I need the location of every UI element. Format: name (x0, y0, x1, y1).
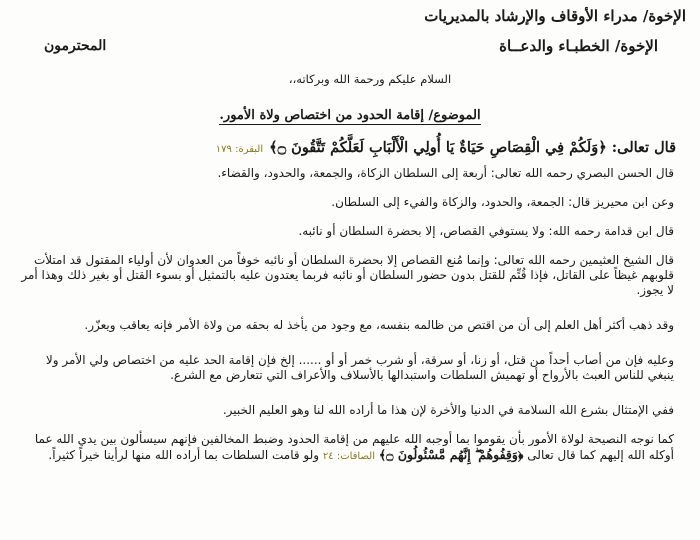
opening-verse (14, 139, 686, 156)
subject-line (14, 108, 686, 123)
paragraph-7: ففي الإمتثال بشرع الله السلامة في الدنيا والأخرة لإن هذا ما أراده الله لنا وهو العليم الخبير. (222, 403, 674, 417)
recipients-line-1: الإخوة/ مدراء الأوقاف والإرشاد بالمديريات (424, 7, 686, 25)
final-verse-after: ولو قامت السلطات بما أراده الله منها لرأينا خيراً كثيراً. (48, 448, 320, 462)
paragraph-2: وعن ابن محيريز قال: الجمعة، والحدود، والزكاة والفيء إلى السلطان. (331, 195, 674, 209)
paragraph-5: وقد ذهب أكثر أهل العلم إلى أن من اقتص من ظالمه بنفسه، مع وجود من يأخذ له بحقه من ولاة الأمر فإنه يعاقب ويعزّر. (84, 318, 674, 332)
paragraph-8 (14, 432, 686, 464)
honorific: المحترمون (44, 38, 107, 54)
verse-text: قال تعالى: ﴿وَلَكُمْ فِي الْقِصَاصِ حَيَاةٌ يَا أُولِي الْأَلْبَابِ لَعَلَّكُمْ تَتَّقُونَ ۝﴾ (269, 139, 676, 156)
paragraph-8-text: كما نوجه النصيحة لولاة الأمور بأن يقوموا بما أوجبه الله عليهم من إقامة الحدود وضبط المخالفين فإنهم سيسألون بين يدي الله عما أوكله الله إليهم كما قال تعالى (34, 432, 674, 462)
paragraph-4: قال الشيخ العثيمين رحمه الله تعالى: وإنما مُنع القصاص إلا بحضرة السلطان أو نائبه خوفاً من العدوان لأن أولياء المقتول قد امتلأت قلوبهم غيظاً على القاتل، فإذا قُتِّم للقتل بدون حضور السلطان أو نائبه فربما يعتدون عليه بالتمثيل أو بسوء القتل أو بغير ذلك وهذا أمر لا يجوز. (21, 253, 674, 297)
final-verse-reference: الصافات: ٢٤ (322, 451, 375, 462)
subject-text: الموضوع/ إقامة الحدود من اختصاص ولاة الأمور. (219, 108, 481, 123)
paragraph-6: وعليه فإن من أصاب أحداً من قتل، أو زنا، أو سرقة، أو شرب خمر أو أو ...... إلخ فإن إقامة الحد عليه من اختصاص ولي الأمر ولا ينبغي للناس العبث بالأرواح أو تهميش السلطات واستبدالها بالأسلاف والأعراف التي تتعارض مع الشرع. (45, 353, 674, 382)
recipients-row (14, 36, 686, 56)
paragraph-1: قال الحسن البصري رحمه الله تعالى: أربعة إلى السلطان الزكاة، والجمعة، والحدود، والقضاء. (217, 166, 674, 180)
verse-reference: البقرة: ١٧٩ (215, 144, 264, 155)
paragraph-3: قال ابن قدامة رحمه الله: ولا يستوفي القصاص، إلا بحضرة السلطان أو نائبه. (298, 224, 674, 238)
final-verse-text: ﴿وَقِفُوهُمْ ۖ إِنَّهُم مَّسْئُولُونَ ۝﴾ (378, 447, 524, 462)
greeting: السلام عليكم ورحمة الله وبركاته،، (288, 72, 452, 86)
recipients-line-2: الإخوة/ الخطبـاء والدعــاة (499, 37, 658, 55)
